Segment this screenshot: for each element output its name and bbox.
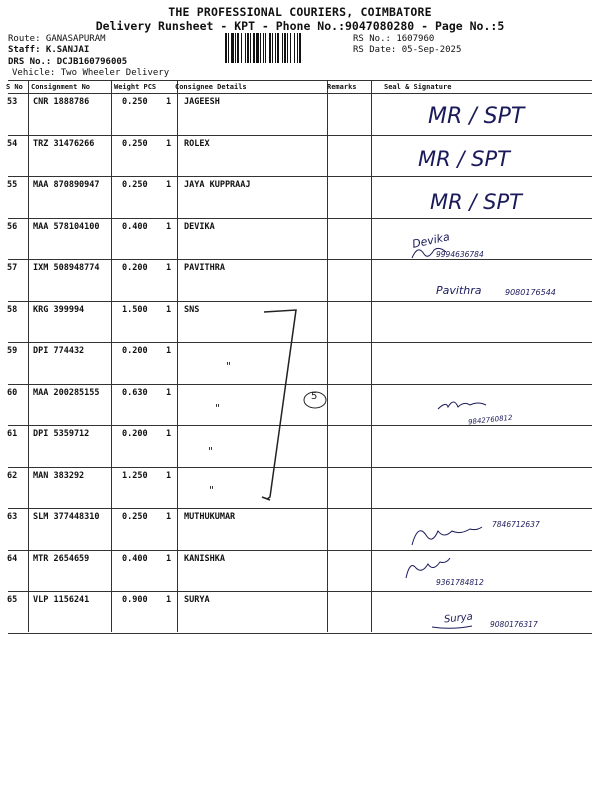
cell-consignee: DEVIKA [184, 222, 215, 232]
signature-scribble [412, 527, 482, 545]
phone-row-63: 7846712637 [492, 520, 540, 529]
cell-weight: 0.250 [122, 180, 148, 190]
cell-weight: 0.250 [122, 97, 148, 107]
cell-sno: 62 [7, 471, 18, 481]
vehicle-label: Vehicle: Two Wheeler Delivery [12, 68, 170, 78]
cell-weight: 0.200 [122, 429, 148, 439]
ditto-mark: " [208, 445, 214, 458]
cell-weight: 0.900 [122, 595, 148, 605]
cell-sno: 55 [7, 180, 18, 190]
cell-weight: 0.400 [122, 554, 148, 564]
cell-pcs: 1 [166, 429, 172, 439]
cell-consignment: IXM 508948774 [33, 263, 100, 273]
col-header-sno: S No [6, 83, 23, 91]
cell-consignee: SNS [184, 305, 200, 315]
cell-pcs: 1 [166, 97, 172, 107]
cell-consignee: SURYA [184, 595, 210, 605]
cell-consignment: CNR 1888786 [33, 97, 90, 107]
cell-weight: 0.250 [122, 139, 148, 149]
cell-sno: 64 [7, 554, 18, 564]
signature-scribble [406, 558, 450, 578]
cell-consignment: VLP 1156241 [33, 595, 90, 605]
cell-consignment: MAA 200285155 [33, 388, 100, 398]
cell-consignee: KANISHKA [184, 554, 225, 564]
cell-consignment: MAA 578104100 [33, 222, 100, 232]
cell-sno: 63 [7, 512, 18, 522]
cell-weight: 0.630 [122, 388, 148, 398]
rs-date-label: RS Date: 05-Sep-2025 [353, 45, 462, 55]
cell-consignee: MUTHUKUMAR [184, 512, 236, 522]
col-header-consignee: Consignee Details [175, 83, 247, 91]
cell-pcs: 1 [166, 180, 172, 190]
cell-weight: 0.200 [122, 263, 148, 273]
bracket-line [264, 310, 296, 499]
cell-pcs: 1 [166, 346, 172, 356]
cell-weight: 0.200 [122, 346, 148, 356]
signature-row-56: Devika [411, 230, 451, 251]
cell-consignment: MAA 870890947 [33, 180, 100, 190]
cell-sno: 58 [7, 305, 18, 315]
cell-consignment: MTR 2654659 [33, 554, 90, 564]
cell-pcs: 1 [166, 471, 172, 481]
phone-row-57: 9080176544 [505, 288, 556, 297]
signature-row-57: Pavithra [436, 284, 482, 297]
signature-row-54: MR / SPT [418, 147, 510, 171]
cell-consignee: JAGEESH [184, 97, 220, 107]
col-header-consignment: Consignment No [31, 83, 91, 91]
cell-pcs: 1 [166, 512, 172, 522]
cell-consignment: TRZ 31476266 [33, 139, 95, 149]
ditto-mark: " [215, 402, 221, 415]
cell-sno: 53 [7, 97, 18, 107]
cell-consignee: ROLEX [184, 139, 210, 149]
cell-consignee: PAVITHRA [184, 263, 225, 273]
rs-number-label: RS No.: 1607960 [353, 34, 435, 44]
cell-sno: 56 [7, 222, 18, 232]
cell-consignee: JAYA KUPPRAAJ [184, 180, 251, 190]
cell-consignment: DPI 774432 [33, 346, 85, 356]
cell-pcs: 1 [166, 595, 172, 605]
cell-weight: 1.250 [122, 471, 148, 481]
cell-pcs: 1 [166, 222, 172, 232]
cell-consignment: DPI 5359712 [33, 429, 90, 439]
cell-weight: 0.250 [122, 512, 148, 522]
cell-weight: 0.400 [122, 222, 148, 232]
signature-scribble [412, 248, 446, 258]
cell-sno: 59 [7, 346, 18, 356]
signature-scribble [438, 402, 486, 409]
cell-pcs: 1 [166, 554, 172, 564]
cell-pcs: 1 [166, 388, 172, 398]
phone-row-64: 9361784812 [436, 578, 484, 587]
cell-pcs: 1 [166, 263, 172, 273]
cell-consignment: MAN 383292 [33, 471, 85, 481]
cell-pcs: 1 [166, 305, 172, 315]
staff-label: Staff: K.SANJAI [8, 45, 90, 55]
signature-row-65: Surya [443, 611, 474, 626]
cell-sno: 60 [7, 388, 18, 398]
cell-sno: 65 [7, 595, 18, 605]
signature-row-53: MR / SPT [428, 104, 525, 129]
cell-pcs: 1 [166, 139, 172, 149]
ditto-mark: " [209, 484, 215, 497]
cell-sno: 54 [7, 139, 18, 149]
cell-consignment: SLM 377448310 [33, 512, 100, 522]
col-header-remarks: Remarks [327, 83, 357, 91]
col-header-weight-pcs: Weight PCS [114, 83, 157, 91]
ditto-mark: " [226, 360, 232, 373]
circle-mark [304, 392, 326, 408]
runsheet-title: Delivery Runsheet - KPT - Phone No.:9047080280 - Page No.:5 [95, 19, 505, 33]
signature-row-55: MR / SPT [430, 190, 522, 214]
phone-row-65: 9080176317 [490, 620, 538, 629]
cell-weight: 1.500 [122, 305, 148, 315]
company-title: THE PROFESSIONAL COURIERS, COIMBATORE [168, 5, 432, 19]
signature-underline [432, 626, 472, 628]
cell-consignment: KRG 399994 [33, 305, 85, 315]
phone-row-56: 9994636784 [436, 250, 484, 259]
col-header-seal-signature: Seal & Signature [384, 83, 452, 91]
phone-row-60: 9842760812 [467, 413, 513, 427]
drs-label: DRS No.: DCJB160796005 [8, 57, 128, 67]
cell-sno: 57 [7, 263, 18, 273]
circled-count-value: 5 [311, 391, 318, 402]
route-label: Route: GANASAPURAM [8, 34, 106, 44]
cell-sno: 61 [7, 429, 18, 439]
